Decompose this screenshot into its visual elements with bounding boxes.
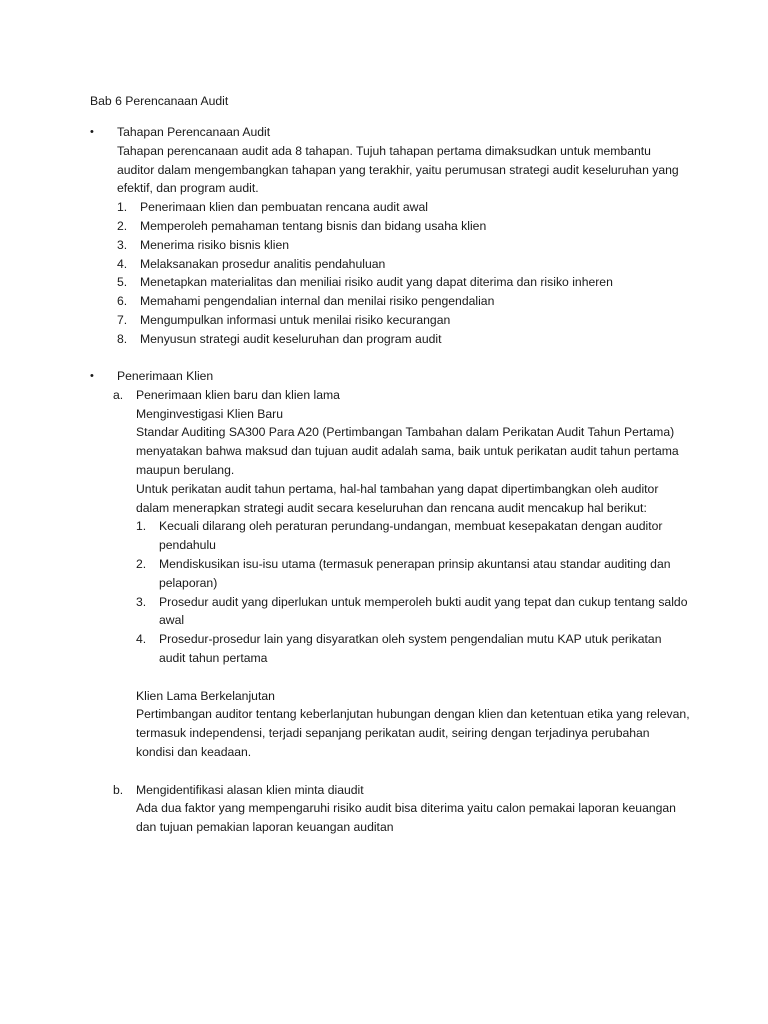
subsection-heading-text: Penerimaan klien baru dan klien lama xyxy=(136,387,340,402)
list-item xyxy=(117,330,690,349)
subsection-b-paragraph: Ada dua faktor yang mempengaruhi risiko audit bisa diterima yaitu calon pemakai laporan keuangan dan tujuan pemakian laporan keuangan auditan xyxy=(136,801,676,835)
list-number: 4. xyxy=(136,632,147,647)
standard-paragraph: Standar Auditing SA300 Para A20 (Pertimbangan Tambahan dalam Perikatan Audit Tahun Pertama) menyatakan bahwa maksud dan tujuan audit adalah sama, baik untuk perikatan audit tahun pertama maupun berulang. xyxy=(136,425,679,477)
list-item xyxy=(117,292,690,311)
list-item-text: Menerima risiko bisnis klien xyxy=(140,237,290,252)
list-number: 2. xyxy=(136,556,147,571)
list-number: 1. xyxy=(136,519,147,534)
list-item xyxy=(117,236,690,255)
list-item xyxy=(117,311,690,330)
spacer xyxy=(90,762,690,781)
old-client-paragraph: Pertimbangan auditor tentang keberlanjutan hubungan dengan klien dan ketentuan etika yang relevan, termasuk independensi, terjadi sepanjang perikatan audit, seiring dengan terjadinya perubahan kondisi dan keadaan. xyxy=(136,707,690,759)
list-item xyxy=(117,198,690,217)
list-number: 3. xyxy=(117,237,128,252)
section-tahapan-perencanaan xyxy=(90,123,690,349)
list-item xyxy=(136,517,690,555)
section-heading: Penerimaan Klien xyxy=(117,369,214,383)
list-item-text: Prosedur-prosedur lain yang disyaratkan oleh system pengendalian mutu KAP utuk perikatan audit tahun pertama xyxy=(159,632,662,665)
list-number: 7. xyxy=(117,312,128,327)
spacer xyxy=(90,668,690,687)
list-item-text: Prosedur audit yang diperlukan untuk memperoleh bukti audit yang tepat dan cukup tentang saldo awal xyxy=(159,594,688,628)
first-year-items-list xyxy=(90,517,690,667)
list-item-text: Menetapkan materialitas dan meniliai risiko audit yang dapat diterima dan risiko inheren xyxy=(140,275,613,290)
list-item xyxy=(136,630,690,668)
new-client-heading: Menginvestigasi Klien Baru xyxy=(136,406,284,421)
list-number: 3. xyxy=(136,594,147,609)
list-item xyxy=(117,217,690,236)
list-item-text: Memperoleh pemahaman tentang bisnis dan bidang usaha klien xyxy=(140,218,487,233)
list-item-text: Mengumpulkan informasi untuk menilai risiko kecurangan xyxy=(140,312,451,327)
list-item-text: Mendiskusikan isu-isu utama (termasuk penerapan prinsip akuntansi atau standar auditing dan pelaporan) xyxy=(159,556,671,590)
steps-list xyxy=(90,198,690,348)
old-client-heading: Klien Lama Berkelanjutan xyxy=(136,688,275,703)
first-year-paragraph: Untuk perikatan audit tahun pertama, hal-hal tambahan yang dapat dipertimbangkan oleh auditor dalam menerapkan strategi audit secara keseluruhan dan rencana audit mencakup hal berikut: xyxy=(136,481,659,515)
list-item-text: Melaksanakan prosedur analitis pendahuluan xyxy=(140,256,386,271)
list-number: 1. xyxy=(117,200,128,215)
section-heading: Tahapan Perencanaan Audit xyxy=(117,125,271,139)
document-title: Bab 6 Perencanaan Audit xyxy=(90,94,229,108)
bullet-icon: • xyxy=(90,126,94,138)
section-heading-row xyxy=(90,123,690,142)
list-number: 8. xyxy=(117,331,128,346)
list-item-text: Menyusun strategi audit keseluruhan dan program audit xyxy=(140,331,442,346)
list-item xyxy=(136,555,690,593)
list-item xyxy=(117,273,690,292)
section-penerimaan-klien xyxy=(90,367,690,837)
list-number: 6. xyxy=(117,294,128,309)
list-item xyxy=(117,255,690,274)
subsection-b-heading xyxy=(90,781,690,800)
list-number: 2. xyxy=(117,218,128,233)
bullet-icon: • xyxy=(90,370,94,382)
subsection-heading-text: Mengidentifikasi alasan klien minta diaudit xyxy=(136,782,364,797)
subsection-label: b. xyxy=(113,782,124,797)
list-item-text: Penerimaan klien dan pembuatan rencana audit awal xyxy=(140,200,428,215)
list-item xyxy=(136,593,690,631)
list-number: 4. xyxy=(117,256,128,271)
section-intro-paragraph: Tahapan perencanaan audit ada 8 tahapan. Tujuh tahapan pertama dimaksudkan untuk membantu auditor dalam mengembangkan tahapan yang terakhir, yaitu perumusan strategi audit keseluruhan yang efektif, dan program audit. xyxy=(117,143,679,196)
list-number: 5. xyxy=(117,275,128,290)
list-item-text: Kecuali dilarang oleh peraturan perundang-undangan, membuat kesepakatan dengan auditor pendahulu xyxy=(159,519,663,553)
list-item-text: Memahami pengendalian internal dan menilai risiko pengendalian xyxy=(140,294,495,309)
subsection-label: a. xyxy=(113,387,124,402)
subsection-a-heading xyxy=(90,386,690,405)
section-heading-row xyxy=(90,367,690,386)
